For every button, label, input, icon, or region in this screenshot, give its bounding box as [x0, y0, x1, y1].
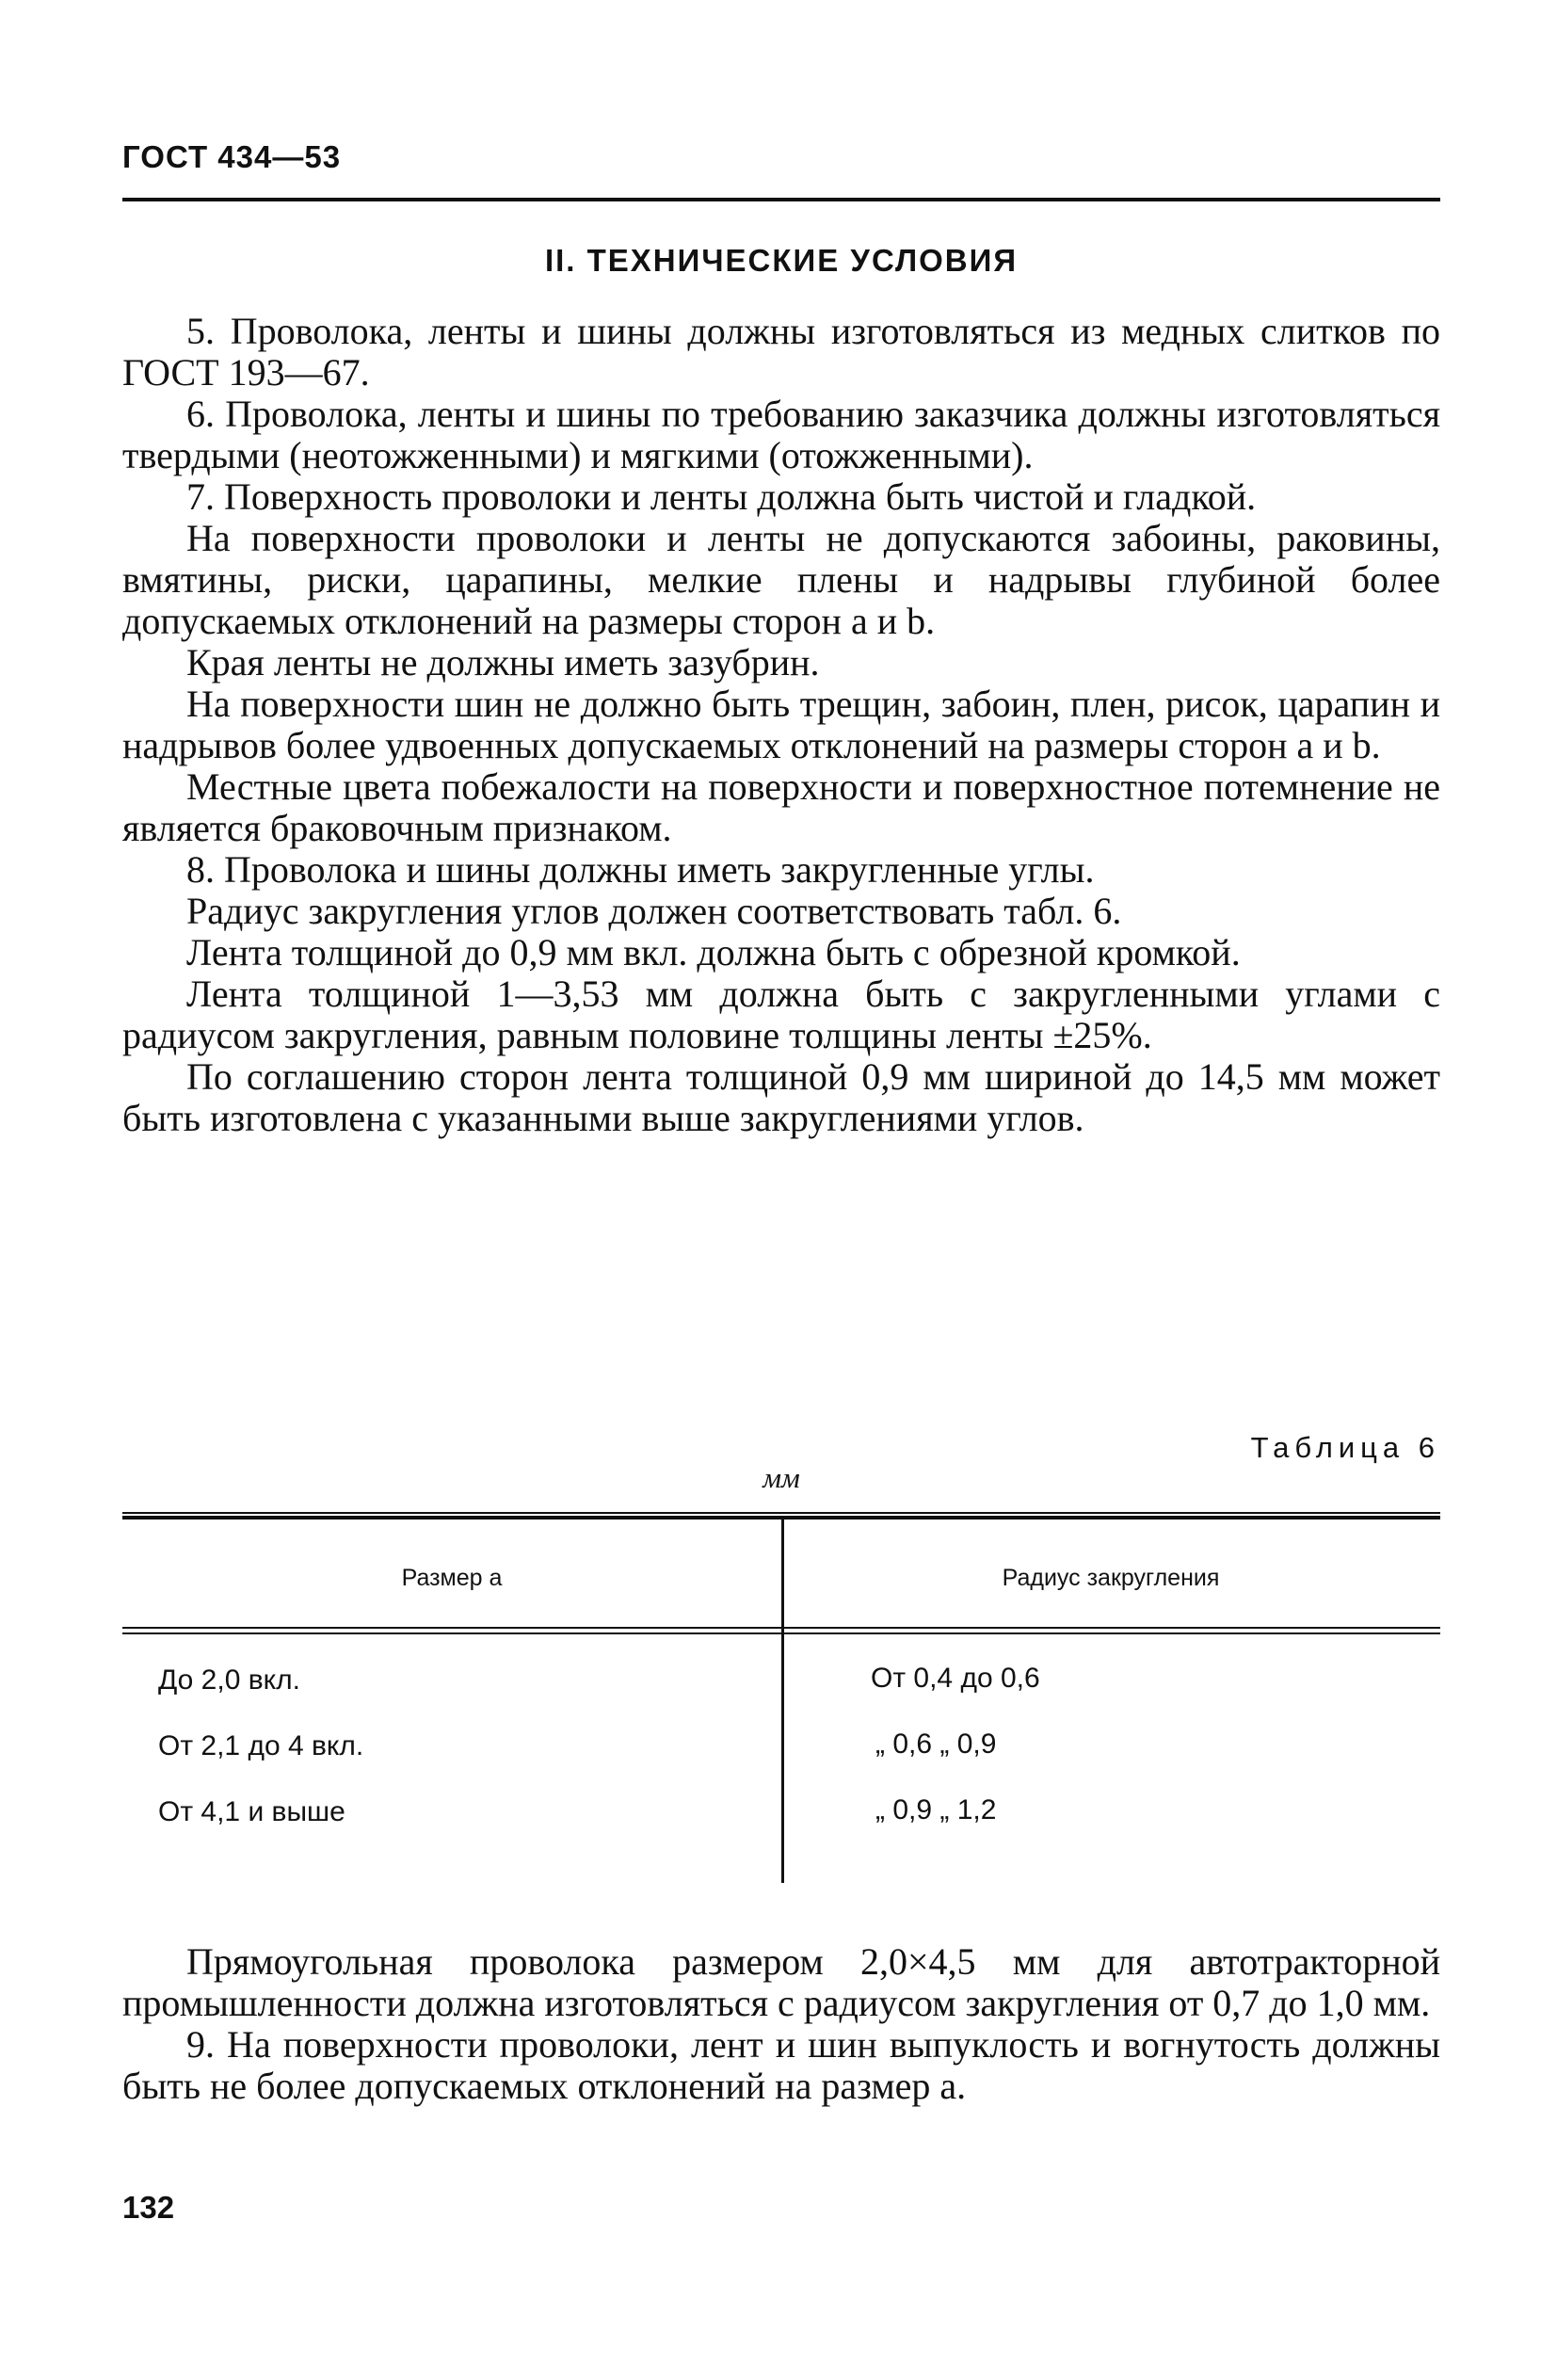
table-top-rule-thin	[122, 1512, 1440, 1514]
after-table-text	[122, 1941, 1440, 2107]
table-unit: мм	[762, 1461, 800, 1494]
radius-table	[122, 1506, 1440, 1883]
paragraph-5: 5. Проволока, ленты и шины должны изготовляться из медных слитков по ГОСТ 193—67.	[122, 310, 1440, 394]
paragraph-8: 8. Проволока и шины должны иметь закругленные углы.	[186, 848, 1095, 891]
paragraph-surface-defects: На поверхности проволоки и ленты не допускаются забоины, раковины, вмятины, риски, царапины, мелкие плены и надрывы глубиной более допускаемых отклонений на размеры сторон a и b.	[122, 517, 1440, 642]
paragraph-7: 7. Поверхность проволоки и ленты должна быть чистой и гладкой.	[186, 475, 1257, 518]
header-rule	[122, 198, 1440, 201]
column-header-radius: Радиус закругления	[1002, 1565, 1220, 1591]
paragraph-rounded-corners: Лента толщиной 1—3,53 мм должна быть с закругленными углами с радиусом закругления, равным половине толщины ленты ±25%.	[122, 973, 1440, 1056]
paragraph-radius: Радиус закругления углов должен соответствовать табл. 6.	[186, 890, 1122, 932]
page-number: 132	[122, 2190, 175, 2225]
document-header: ГОСТ 434—53	[122, 139, 342, 174]
paragraph-cut-edge: Лента толщиной до 0,9 мм вкл. должна быть с обрезной кромкой.	[186, 931, 1241, 973]
header-rule-top	[122, 1627, 1440, 1629]
table-cell-radius: „ 0,6 „ 0,9	[875, 1729, 997, 1760]
paragraph-agreement: По соглашению сторон лента толщиной 0,9 мм шириной до 14,5 мм может быть изготовлена с указанными выше закруглениями углов.	[122, 1055, 1440, 1139]
paragraph-9: 9. На поверхности проволоки, лент и шин выпуклость и вогнутость должны быть не более допускаемых отклонений на размер a.	[122, 2023, 1440, 2107]
paragraph-6: 6. Проволока, ленты и шины по требованию заказчика должны изготовляться твердыми (неотожженными) и мягкими (отожженными).	[122, 393, 1440, 476]
table-cell-size: До 2,0 вкл.	[158, 1664, 300, 1696]
body-text	[122, 311, 1440, 1139]
header-rule-bottom	[122, 1632, 1440, 1634]
paragraph-tarnish: Местные цвета побежалости на поверхности и поверхностное потемнение не является браковочным признаком.	[122, 765, 1440, 849]
paragraph-rect-wire: Прямоугольная проволока размером 2,0×4,5 мм для автотракторной промышленности должна изготовляться с радиусом закругления от 0,7 до 1,0 мм.	[122, 1940, 1440, 2024]
paragraph-edges: Края ленты не должны иметь зазубрин.	[186, 641, 820, 683]
document-page	[122, 0, 1440, 2380]
table-cell-size: От 2,1 до 4 вкл.	[158, 1730, 364, 1761]
table-cell-radius: „ 0,9 „ 1,2	[875, 1794, 997, 1825]
column-header-size: Размер a	[401, 1565, 503, 1591]
table-cell-size: От 4,1 и выше	[158, 1796, 345, 1827]
section-title: II. ТЕХНИЧЕСКИЕ УСЛОВИЯ	[544, 243, 1019, 278]
table-cell-radius: От 0,4 до 0,6	[871, 1663, 1040, 1694]
table-caption: Таблица 6	[1250, 1431, 1440, 1464]
paragraph-bus-surface: На поверхности шин не должно быть трещин, забоин, плен, рисок, царапин и надрывов более удвоенных допускаемых отклонений на размеры сторон a и b.	[122, 683, 1440, 766]
